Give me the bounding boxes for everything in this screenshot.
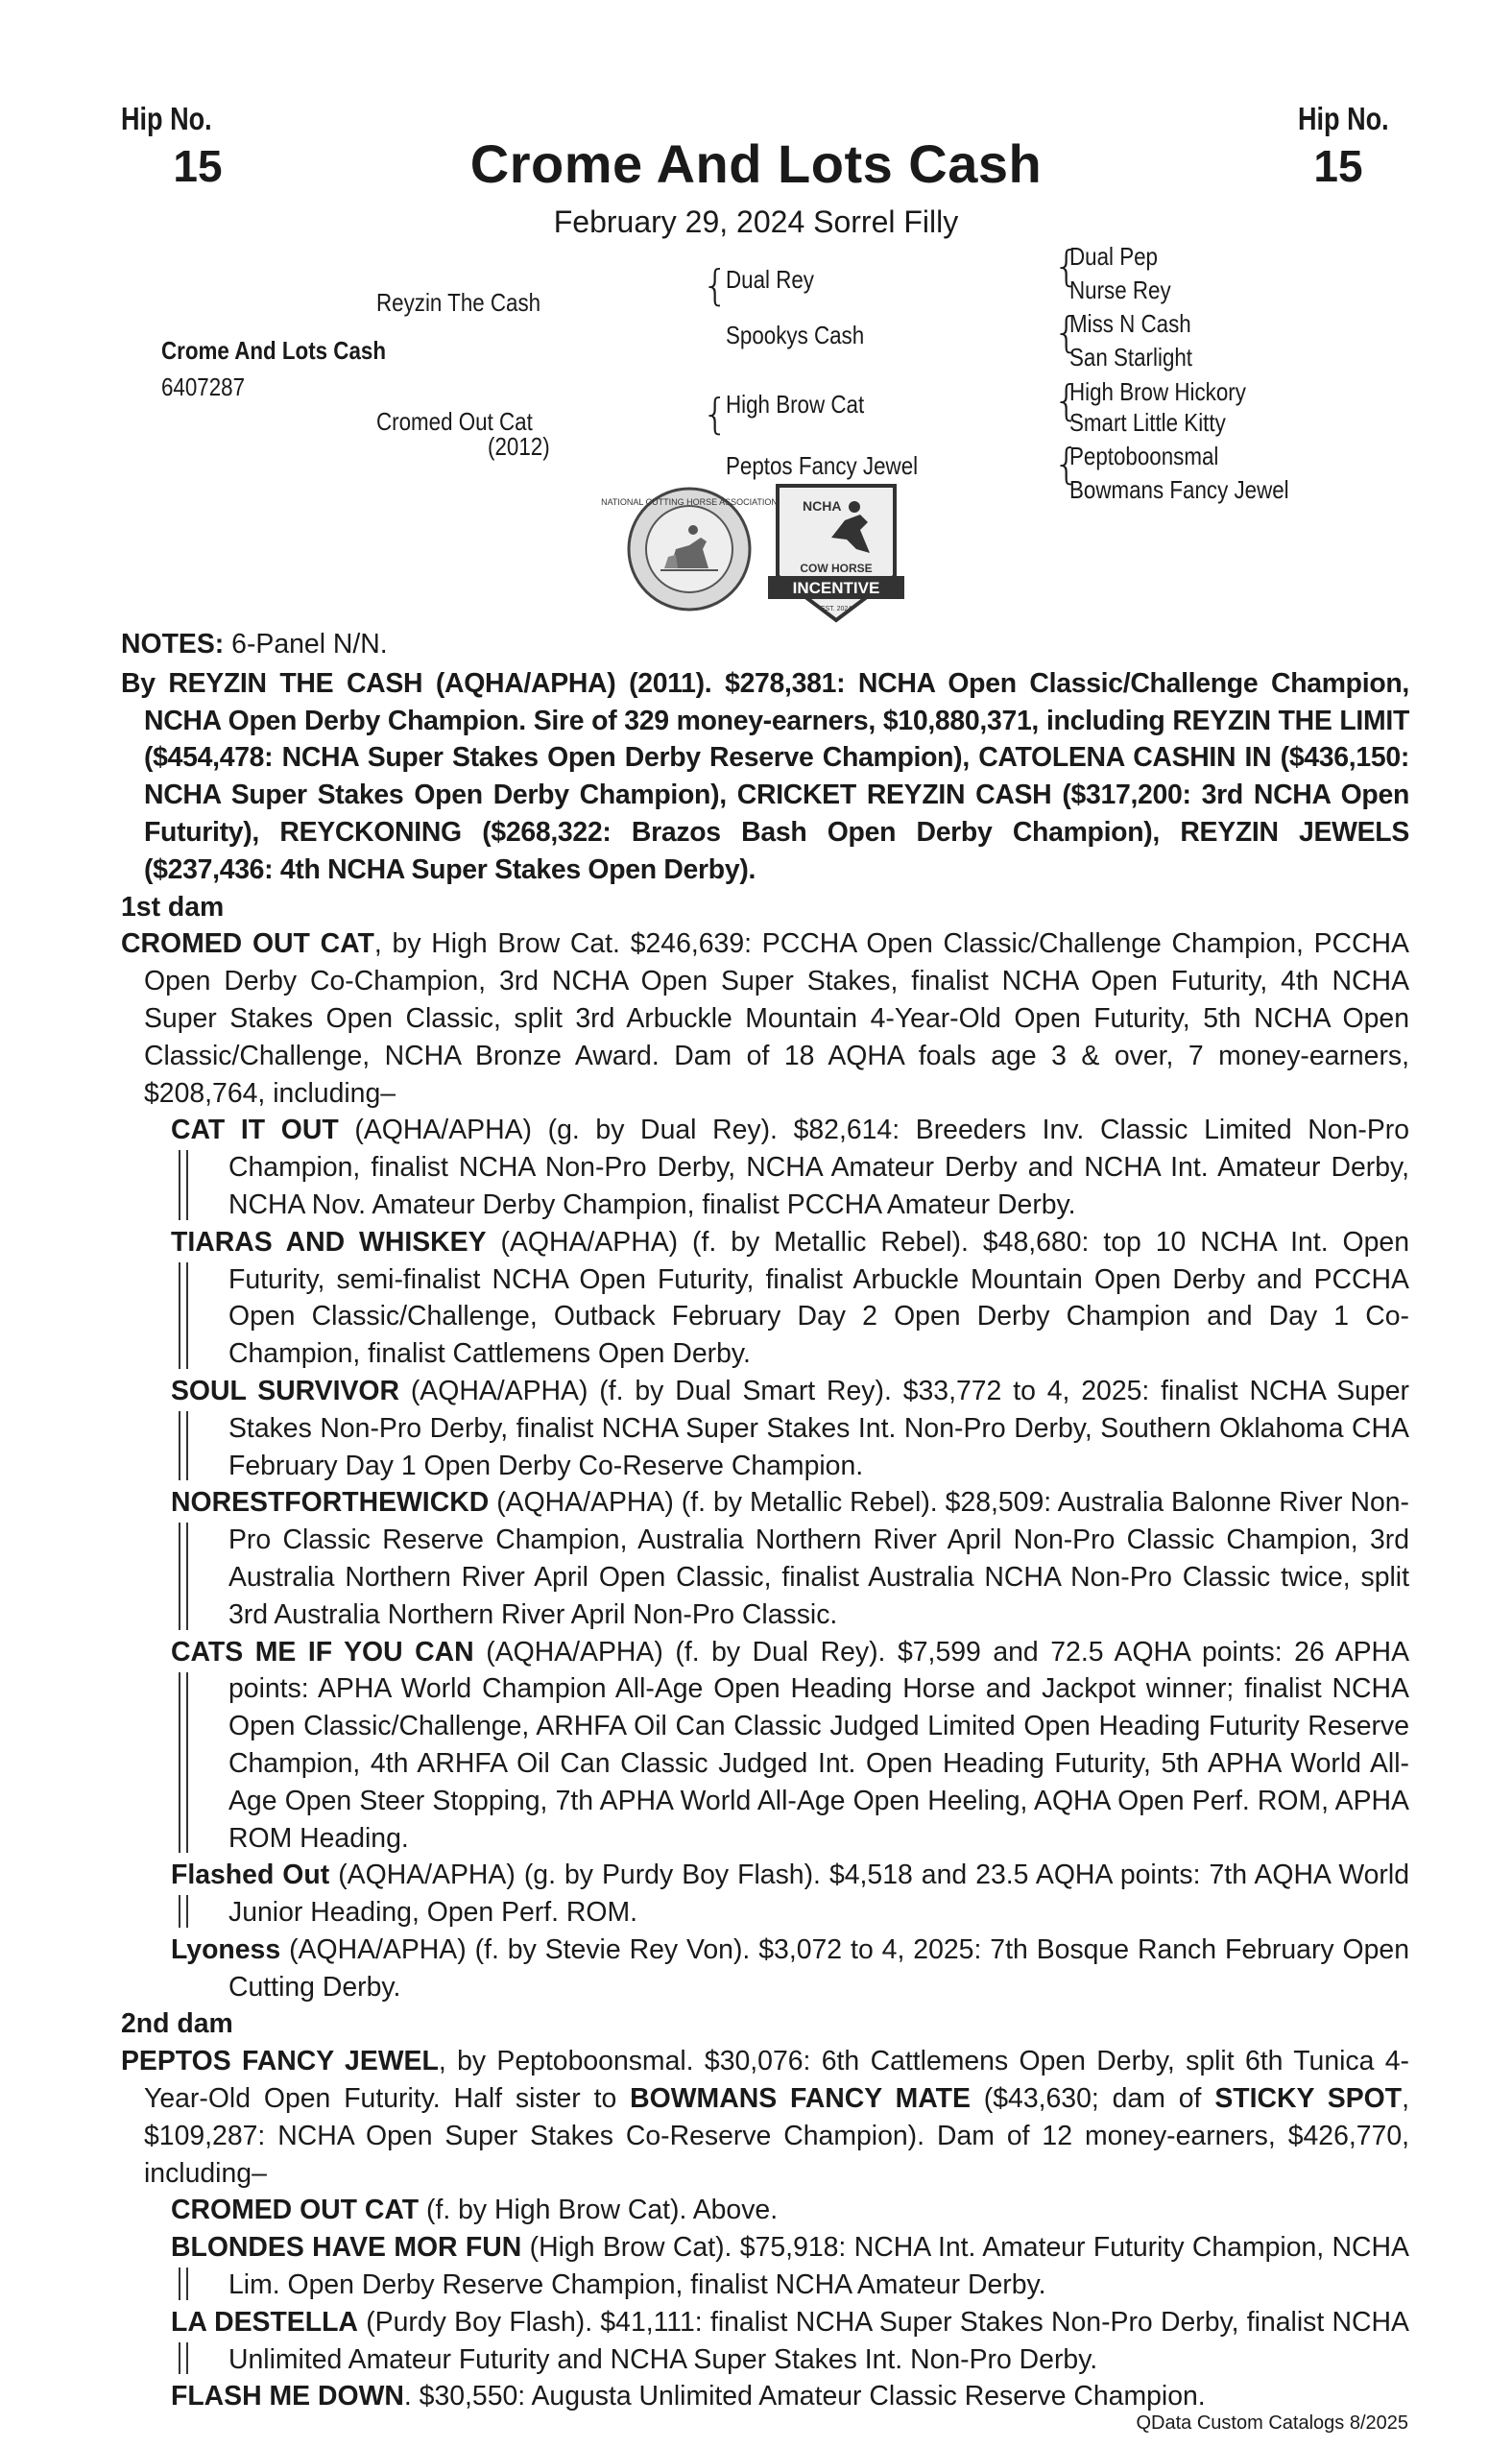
produce-name: CROMED OUT CAT bbox=[171, 2195, 420, 2226]
hip-number-left: 15 bbox=[173, 141, 223, 191]
first-dam-name: CROMED OUT CAT bbox=[121, 928, 374, 960]
produce-text: (AQHA/APHA) (f. by Metallic Rebel). $28,509: Australia Balonne River Non-Pro Classic Reserve Champion, Australia Northern River April Non-Pro Classic Champion, 3rd Australia Northern River April Open Classic, finalist Australia NCHA Non-Pro Classic twice, split 3rd Australia Northern River April Non-Pro Classic. bbox=[228, 1487, 1409, 1630]
pedigree-sire-sire: Dual Rey bbox=[726, 265, 814, 294]
half-sibling-produce-name: STICKY SPOT bbox=[1214, 2083, 1403, 2115]
produce-name: LA DESTELLA bbox=[171, 2306, 358, 2338]
produce-name: FLASH ME DOWN bbox=[171, 2381, 404, 2412]
produce-name: SOUL SURVIVOR bbox=[171, 1375, 399, 1406]
produce-text: (AQHA/APHA) (f. by Dual Smart Rey). $33,772 to 4, 2025: finalist NCHA Super Stakes Non-Pro Derby, finalist NCHA Super Stakes Int. Non-Pro Derby, Southern Oklahoma CHA February Day 1 Open Derby Co-Reserve Champion. bbox=[228, 1375, 1409, 1481]
produce-entry bbox=[171, 1484, 1409, 1633]
produce-name: CATS ME IF YOU CAN bbox=[171, 1636, 474, 1668]
second-dam-heading: 2nd dam bbox=[121, 2008, 233, 2040]
brace-g3-3: { bbox=[1053, 376, 1080, 425]
produce-entry bbox=[171, 2378, 1409, 2415]
produce-name: Flashed Out bbox=[171, 1860, 330, 1891]
ncha-seal-text: NATIONAL CUTTING HORSE ASSOCIATION bbox=[601, 497, 778, 507]
produce-entry bbox=[171, 1112, 1409, 1223]
hip-label-left: Hip No. bbox=[121, 101, 212, 136]
produce-entry bbox=[171, 1634, 1409, 1858]
second-dam-text: ($43,630; dam of bbox=[970, 2083, 1215, 2115]
produce-text: (Purdy Boy Flash). $41,111: finalist NCHA Super Stakes Non-Pro Derby, finalist NCHA Unlimited Amateur Futurity and NCHA Super Stakes Int. Non-Pro Derby. bbox=[228, 2306, 1409, 2375]
first-dam-heading: 1st dam bbox=[121, 891, 225, 923]
pedigree-dam-dam: Peptos Fancy Jewel bbox=[726, 451, 919, 480]
produce-text: (AQHA/APHA) (f. by Metallic Rebel). $48,680: top 10 NCHA Int. Open Futurity, semi-finalist NCHA Open Futurity, finalist Arbuckle Mountain Open Derby and PCCHA Open Classic/Challenge, Outback February Day 2 Open Derby Champion and Day 1 Co-Champion, finalist Cattlemens Open Derby. bbox=[228, 1226, 1409, 1370]
produce-entry bbox=[171, 2229, 1409, 2304]
produce-entry bbox=[171, 1857, 1409, 1932]
pedigree-subject: Crome And Lots Cash bbox=[161, 336, 386, 365]
produce-text: (AQHA/APHA) (f. by Dual Rey). $7,599 and 72.5 AQHA points: 26 APHA points: APHA World Champion All-Age Open Heading Horse and Jackpot winner; finalist NCHA Open Classic/Challenge, ARHFA Oil Can Classic Judged Limited Open Heading Futurity Reserve Champion, 4th ARHFA Oil Can Classic Judged Int. Open Heading Futurity, 5th APHA World All-Age Open Steer Stopping, 7th APHA World All-Age Open Heeling, AQHA Open Perf. ROM, APHA ROM Heading. bbox=[228, 1636, 1410, 1854]
pedigree-registration: 6407287 bbox=[161, 372, 246, 401]
pedigree-dam-sire: High Brow Cat bbox=[726, 390, 865, 419]
pedigree-g3-3: Miss N Cash bbox=[1069, 309, 1191, 338]
produce-entry bbox=[171, 2304, 1409, 2379]
half-sibling-name: BOWMANS FANCY MATE bbox=[630, 2083, 971, 2115]
first-dam-paragraph bbox=[121, 925, 1409, 1112]
cow-horse-incentive-logo bbox=[764, 480, 908, 624]
second-dam-name: PEPTOS FANCY JEWEL bbox=[121, 2046, 439, 2077]
hip-number-right: 15 bbox=[1313, 141, 1363, 191]
produce-name: CAT IT OUT bbox=[171, 1115, 339, 1146]
produce-text: (AQHA/APHA) (g. by Dual Rey). $82,614: Breeders Inv. Classic Limited Non-Pro Champion, finalist NCHA Non-Pro Derby, NCHA Amateur Derby and NCHA Int. Amateur Derby, NCHA Nov. Amateur Derby Champion, finalist PCCHA Amateur Derby. bbox=[228, 1115, 1409, 1220]
produce-text: (High Brow Cat). $75,918: NCHA Int. Amateur Futurity Champion, NCHA Lim. Open Derby Reserve Champion, finalist NCHA Amateur Derby. bbox=[228, 2232, 1409, 2301]
produce-entry bbox=[171, 2192, 1409, 2229]
pedigree-g3-6: Smart Little Kitty bbox=[1069, 408, 1226, 437]
brace-g3-2: { bbox=[1053, 308, 1080, 357]
first-dam-text: , by High Brow Cat. $246,639: PCCHA Open Classic/Challenge Champion, PCCHA Open Derby Co-Champion, 3rd NCHA Open Super Stakes, finalist NCHA Open Futurity, 4th NCHA Super Stakes Open Classic, split 3rd Arbuckle Mountain 4-Year-Old Open Futurity, 5th NCHA Open Classic/Challenge, NCHA Bronze Award. Dam of 18 AQHA foals age 3 & over, 7 money-earners, $208,764, including– bbox=[144, 928, 1409, 1109]
pedigree-g3-1: Dual Pep bbox=[1069, 242, 1158, 271]
catalog-body bbox=[121, 626, 1409, 2415]
incentive-middle-text: COW HORSE bbox=[800, 562, 873, 575]
produce-entry bbox=[171, 1224, 1409, 1373]
footer-credit: QData Custom Catalogs 8/2025 bbox=[1136, 2412, 1408, 2434]
produce-name: NORESTFORTHEWICKD bbox=[171, 1487, 490, 1519]
brace-g3-4: { bbox=[1053, 440, 1080, 489]
pedigree-g3-7: Peptoboonsmal bbox=[1069, 442, 1219, 470]
pedigree-g3-5: High Brow Hickory bbox=[1069, 377, 1246, 406]
sire-paragraph: By REYZIN THE CASH (AQHA/APHA) (2011). $278,381: NCHA Open Classic/Challenge Champion, NCHA Open Derby Champion. Sire of 329 money-earners, $10,880,371, including REYZIN THE LIMIT ($454,478: NCHA Super Stakes Open Derby Reserve Champion), CATOLENA CASHIN IN ($436,150: NCHA Super Stakes Open Derby Champion), CRICKET REYZIN CASH ($317,200: 3rd NCHA Open Futurity), REYCKONING ($268,322: Brazos Bash Open Derby Champion), REYZIN JEWELS ($237,436: 4th NCHA Super Stakes Open Derby). bbox=[121, 667, 1409, 885]
pedigree-dam-year: (2012) bbox=[488, 432, 550, 461]
second-dam-paragraph bbox=[121, 2043, 1409, 2192]
produce-entry bbox=[171, 1373, 1409, 1484]
produce-text: (AQHA/APHA) (g. by Purdy Boy Flash). $4,518 and 23.5 AQHA points: 7th AQHA World Junior Heading, Open Perf. ROM. bbox=[228, 1860, 1409, 1929]
produce-text: (AQHA/APHA) (f. by Stevie Rey Von). $3,072 to 4, 2025: 7th Bosque Ranch February Open Cutting Derby. bbox=[228, 1933, 1409, 2003]
produce-text: (f. by High Brow Cat). Above. bbox=[419, 2195, 779, 2226]
brace-sire: { bbox=[702, 261, 729, 310]
pedigree-g3-4: San Starlight bbox=[1069, 343, 1193, 372]
notes-line bbox=[121, 626, 1409, 663]
notes-label: NOTES: bbox=[121, 629, 225, 660]
pedigree-g3-8: Bowmans Fancy Jewel bbox=[1069, 475, 1289, 504]
pedigree-sire-dam: Spookys Cash bbox=[726, 321, 865, 349]
pedigree-g3-2: Nurse Rey bbox=[1069, 276, 1171, 304]
incentive-est-text: EST. 2024 bbox=[820, 606, 852, 612]
horse-description: February 29, 2024 Sorrel Filly bbox=[553, 204, 959, 239]
second-dam-text: , $109,287: NCHA Open Super Stakes Co-Reserve Champion). Dam of 12 money-earners, $426,770, including– bbox=[144, 2083, 1409, 2189]
produce-text: . $30,550: Augusta Unlimited Amateur Classic Reserve Champion. bbox=[403, 2381, 1206, 2412]
hip-label-right: Hip No. bbox=[1298, 101, 1389, 136]
incentive-banner-text: INCENTIVE bbox=[792, 579, 880, 597]
produce-name: TIARAS AND WHISKEY bbox=[171, 1226, 487, 1258]
pedigree-dam: Cromed Out Cat bbox=[376, 407, 533, 436]
horse-title: Crome And Lots Cash bbox=[469, 133, 1043, 194]
notes-text: 6-Panel N/N. bbox=[224, 629, 388, 660]
produce-name: BLONDES HAVE MOR FUN bbox=[171, 2232, 522, 2264]
brace-dam: { bbox=[702, 390, 729, 439]
second-dam-text: , by Peptoboonsmal. $30,076: 6th Cattlemens Open Derby, split 6th Tunica 4-Year-Old Open Futurity. Half sister to bbox=[144, 2046, 1409, 2115]
pedigree-sire: Reyzin The Cash bbox=[376, 288, 541, 317]
ncha-seal-logo bbox=[601, 486, 778, 612]
brace-g3-1: { bbox=[1053, 242, 1080, 291]
produce-entry bbox=[171, 1932, 1409, 2006]
incentive-top-text: NCHA bbox=[803, 498, 842, 514]
produce-name: Lyoness bbox=[171, 1933, 281, 1965]
